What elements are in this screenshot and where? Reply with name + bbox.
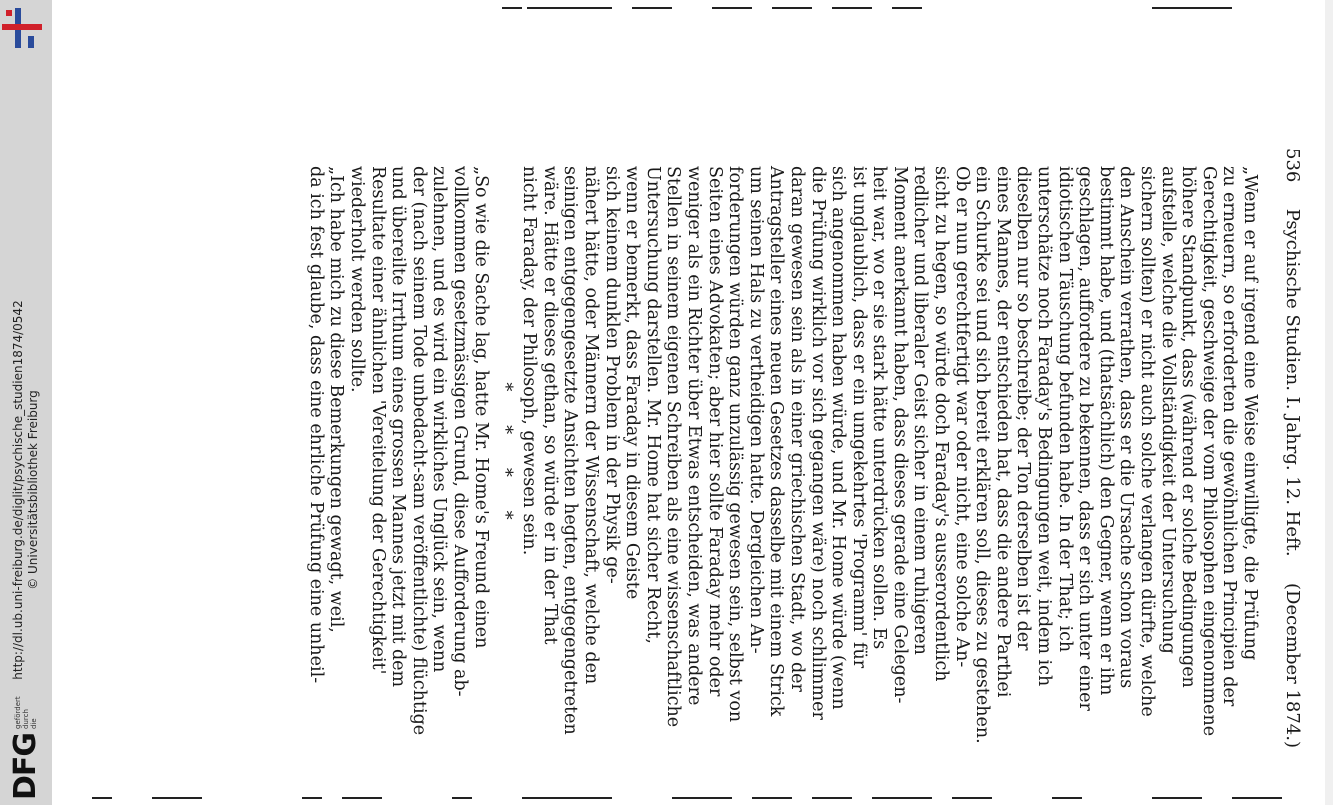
text-line: bestimmt habe, und (thatsächlich) den Gegner, wenn er ihn	[1095, 166, 1116, 696]
text-line: die Prüfung wirklich vor sich gegangen wäre) noch schlimmer	[807, 166, 828, 720]
text-line: um seinen Hals zu vertheidigen hatte. Dergleichen An-	[745, 166, 766, 654]
text-line: den Anschein verrathen, dass er die Ursache schon voraus	[1116, 166, 1137, 689]
text-line: daran gewesen sein als in einer griechischen Stadt, wo der	[786, 166, 807, 692]
text-line: weniger als ein Richter über Etwas entscheiden, was andere	[683, 166, 704, 706]
page-number: 536	[1282, 148, 1303, 183]
running-title: Psychische Studien. I. Jahrg. 12. Heft.	[1282, 208, 1303, 557]
text-line: dieselben nur so beschreibe; der Ton derselben ist der	[1013, 166, 1034, 651]
paragraph-3	[305, 148, 346, 768]
text-line: Antragsteller eines neuen Gesetzes dasselbe mit einem Strick	[766, 166, 787, 717]
text-line: „Ich habe mich zu diese Bemerkungen gewagt, weil,	[326, 166, 347, 633]
text-line: zu erneuern, so erforderten die gewöhnlichen Principien der	[1219, 166, 1240, 707]
text-line: geschlagen, auffordere zu bekennen, dass er sich unter einer	[1075, 166, 1096, 711]
page-right-edge	[1325, 0, 1333, 805]
dfg-wordmark: DFG	[8, 732, 43, 800]
text-line: zulehnen, und es wird ein wirkliches Unglück sein, wenn	[429, 166, 450, 673]
text-line: unterschätze noch Faraday's Bedingungen weit, indem ich	[1034, 166, 1055, 687]
text-line: Gerechtigkeit, geschweige der vom Philosophen eingenommene	[1198, 166, 1219, 737]
university-logo-icon	[0, 0, 52, 60]
text-line: sicht zu hegen, so würde doch Faraday's ausserordentlich	[931, 166, 952, 682]
text-line: wiederholt werden sollte.	[347, 166, 368, 393]
text-line: aufstelle, welche die Vollständigkeit der Untersuchung	[1157, 166, 1178, 654]
text-line: und übereilte Irrthum eines grossen Mannes jetzt mit dem	[388, 166, 409, 688]
text-line: heit war, wo er sie stark hätte unterdrücken sollen. Es	[869, 166, 890, 650]
text-line: vollkommen gesetzmässigen Grund, diese Aufforderung ab-	[450, 166, 471, 697]
page-text-rotated	[264, 148, 1304, 768]
source-url-link[interactable]: http://dl.ub.uni-freiburg.de/diglit/psychische_studien1874/0542	[11, 300, 25, 680]
text-line: nicht Faraday, der Philosoph, gewesen sein.	[519, 166, 540, 556]
text-line: da ich fest glaube, dass eine ehrliche Prüfung eine unheil-	[305, 166, 326, 684]
scanned-page	[52, 0, 1333, 805]
text-line: idiotischen Täuschung befunden habe. In der That; ich	[1054, 166, 1075, 653]
text-line: höhere Standpunkt, dass (während er solche Bedingungen	[1178, 166, 1199, 688]
text-line: sich angenommen haben würde, und Mr. Home würde (wenn	[828, 166, 849, 710]
text-line: seinigen entgegengesetzte Ansichten hegten, entgegengetreten	[560, 166, 581, 735]
issue-date: (December 1874.)	[1282, 583, 1303, 748]
text-line: forderungen würden ganz unzulässig gewesen sein, selbst von	[725, 166, 746, 723]
paragraph-1	[519, 148, 1260, 768]
text-line: ist unglaublich, dass er ein umgekehrtes 'Programm' für	[848, 166, 869, 669]
text-line: Seiten eines Advokaten; aber hier sollte Faraday mehr oder	[704, 166, 725, 697]
source-attribution	[0, 300, 52, 680]
section-break-stars: * * * *	[494, 382, 516, 534]
text-line: wäre. Hätte er dieses gethan, so würde er in der That	[539, 166, 560, 645]
text-line: redlicher und liberaler Geist sicher in einem ruhigeren	[910, 166, 931, 655]
dfg-logo	[0, 696, 52, 800]
text-line: Resultate einer ähnlichen 'Vereitelung der Gerechtigkeit'	[367, 166, 388, 675]
text-line: nähert hätte, oder Männern der Wissenschaft, welche den	[581, 166, 601, 685]
text-line: ein Schurke sei und sich bereit erklären soll, dieses zu gestehen.	[972, 166, 993, 744]
paragraph-2	[346, 148, 490, 768]
sidebar-strip	[0, 0, 52, 805]
running-header	[1280, 148, 1304, 768]
text-line: „Wenn er auf irgend eine Weise einwilligte, die Prüfung	[1240, 166, 1260, 661]
dfg-note: gefördert durch die	[14, 696, 38, 729]
text-line: Moment anerkannt haben, dass dieses gerade eine Gelegen-	[889, 166, 910, 704]
text-line: sichern sollten) er nicht auch solche verlangen dürfte, welche	[1137, 166, 1158, 717]
text-line: Ob er nun gerechtfertigt war oder nicht, eine solche An-	[951, 166, 972, 668]
text-line: wenn er bemerkt, dass Faraday in diesem Geiste	[622, 166, 643, 600]
text-line: der (nach seinem Tode unbedacht-sam veröffentlichte) flüchtige	[408, 166, 429, 736]
text-line: Stellen in seinem eigenen Schreiben als eine wissenschaftliche	[663, 166, 684, 728]
text-line: „So wie die Sache lag, hatte Mr. Home's Freund einen	[470, 166, 491, 649]
text-line: Untersuchung darstellen. Mr. Home hat sicher Recht,	[642, 166, 663, 644]
text-line: sich keinem dunklen Problem in der Physik ge-	[601, 166, 622, 584]
copyright-text: © Universitätsbibliothek Freiburg	[26, 390, 40, 590]
text-line: eines Mannes, der entschieden hat, dass die andere Parthei	[992, 166, 1013, 698]
